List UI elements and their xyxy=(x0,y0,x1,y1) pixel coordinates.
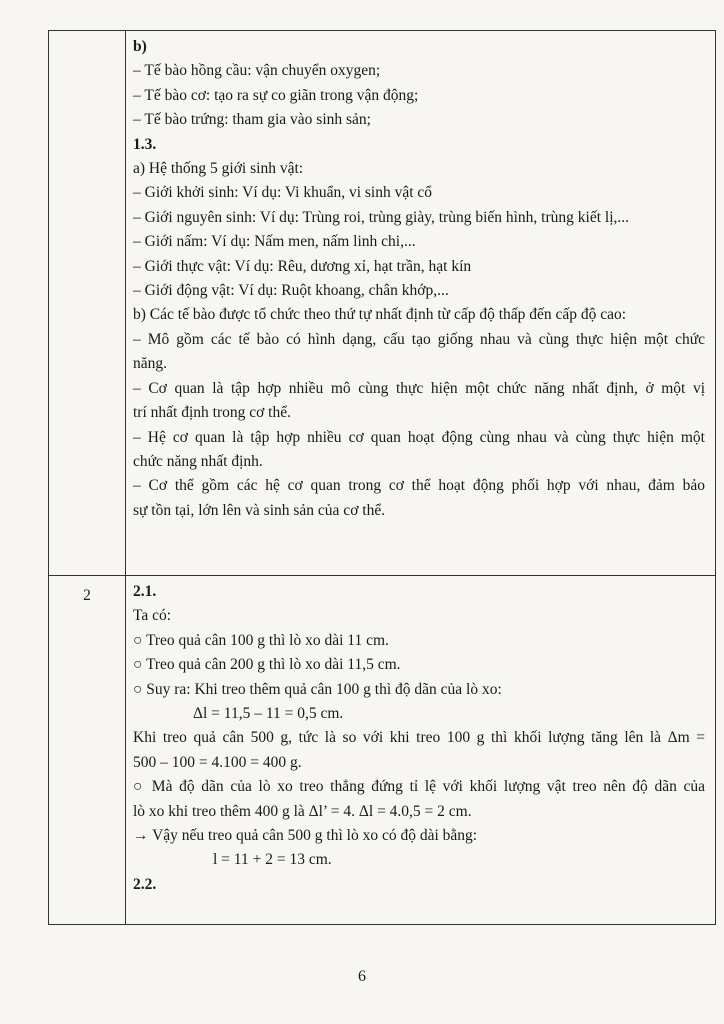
text-line: 2.2. xyxy=(133,875,157,893)
text-line: – Tế bào trứng: tham gia vào sinh sản; xyxy=(133,111,371,129)
text-line: trí nhất định trong cơ thể. xyxy=(133,404,291,422)
table-row xyxy=(49,31,716,576)
text-line: ○ Suy ra: Khi treo thêm quả cân 100 g thì độ dãn của lò xo: xyxy=(133,680,502,698)
answer-content-cell xyxy=(126,31,716,576)
text-line: – Cơ quan là tập hợp nhiều mô cùng thực hiện một chức năng nhất định, ở một vị xyxy=(133,379,705,397)
text-line: – Giới nguyên sinh: Ví dụ: Trùng roi, trùng giày, trùng biến hình, trùng kiết lị,... xyxy=(133,208,630,226)
text-line: b) Các tế bào được tổ chức theo thứ tự nhất định từ cấp độ thấp đến cấp độ cao: xyxy=(133,306,627,324)
question-number xyxy=(49,31,125,41)
text-line: b) xyxy=(133,38,147,55)
answer-content xyxy=(126,31,715,575)
text-line: lò xo khi treo thêm 400 g là Δl’ = 4. Δl = 4.0,5 = 2 cm. xyxy=(133,802,472,820)
text-line: ○ Mà độ dãn của lò xo treo thẳng đứng tỉ lệ với khối lượng vật treo nên độ dãn của xyxy=(133,778,705,796)
question-number-cell xyxy=(49,31,126,576)
text-line: – Mô gồm các tế bào có hình dạng, cấu tạo giống nhau và cùng thực hiện một chức xyxy=(133,330,705,348)
text-line: 1.3. xyxy=(133,135,157,153)
answer-content-cell xyxy=(126,576,716,925)
text-line: – Hệ cơ quan là tập hợp nhiều cơ quan hoạt động cùng nhau và cùng thực hiện một xyxy=(133,428,705,446)
text-line: Δl = 11,5 – 11 = 0,5 cm. xyxy=(193,705,344,723)
text-line: ○ Treo quả cân 100 g thì lò xo dài 11 cm. xyxy=(133,631,389,649)
answer-table xyxy=(48,30,716,925)
text-line: 500 – 100 = 4.100 = 400 g. xyxy=(133,753,302,771)
text-line: – Tế bào cơ: tạo ra sự co giãn trong vận động; xyxy=(133,86,419,104)
text-line: Ta có: xyxy=(133,607,172,625)
table-row xyxy=(49,576,716,925)
question-number: 2 xyxy=(83,587,91,604)
page-number: 6 xyxy=(358,968,366,985)
text-line: – Giới thực vật: Ví dụ: Rêu, dương xỉ, hạt trần, hạt kín xyxy=(133,257,472,275)
text-line: – Tế bào hồng cầu: vận chuyển oxygen; xyxy=(133,62,381,80)
text-line: l = 11 + 2 = 13 cm. xyxy=(213,851,332,869)
text-line: – Cơ thể gồm các hệ cơ quan trong cơ thể hoạt động phối hợp với nhau, đảm bảo xyxy=(133,477,705,495)
answer-content xyxy=(126,576,715,924)
text-line: → Vậy nếu treo quả cân 500 g thì lò xo có độ dài bằng: xyxy=(133,827,478,845)
question-number-cell xyxy=(49,576,126,925)
text-line: – Giới động vật: Ví dụ: Ruột khoang, chân khớp,... xyxy=(133,282,449,300)
text-line: a) Hệ thống 5 giới sinh vật: xyxy=(133,160,304,178)
text-line: chức năng nhất định. xyxy=(133,452,263,470)
text-line: năng. xyxy=(133,355,168,373)
text-line: – Giới nấm: Ví dụ: Nấm men, nấm linh chi,... xyxy=(133,233,416,251)
text-line: ○ Treo quả cân 200 g thì lò xo dài 11,5 cm. xyxy=(133,656,401,674)
text-line: Khi treo quả cân 500 g, tức là so với khi treo 100 g thì khối lượng tăng lên là Δm = xyxy=(133,729,705,747)
text-line: 2.1. xyxy=(133,583,157,600)
text-line: sự tồn tại, lớn lên và sinh sản của cơ thể. xyxy=(133,501,386,519)
text-line: – Giới khởi sinh: Ví dụ: Vi khuẩn, vi sinh vật cổ xyxy=(133,184,433,202)
